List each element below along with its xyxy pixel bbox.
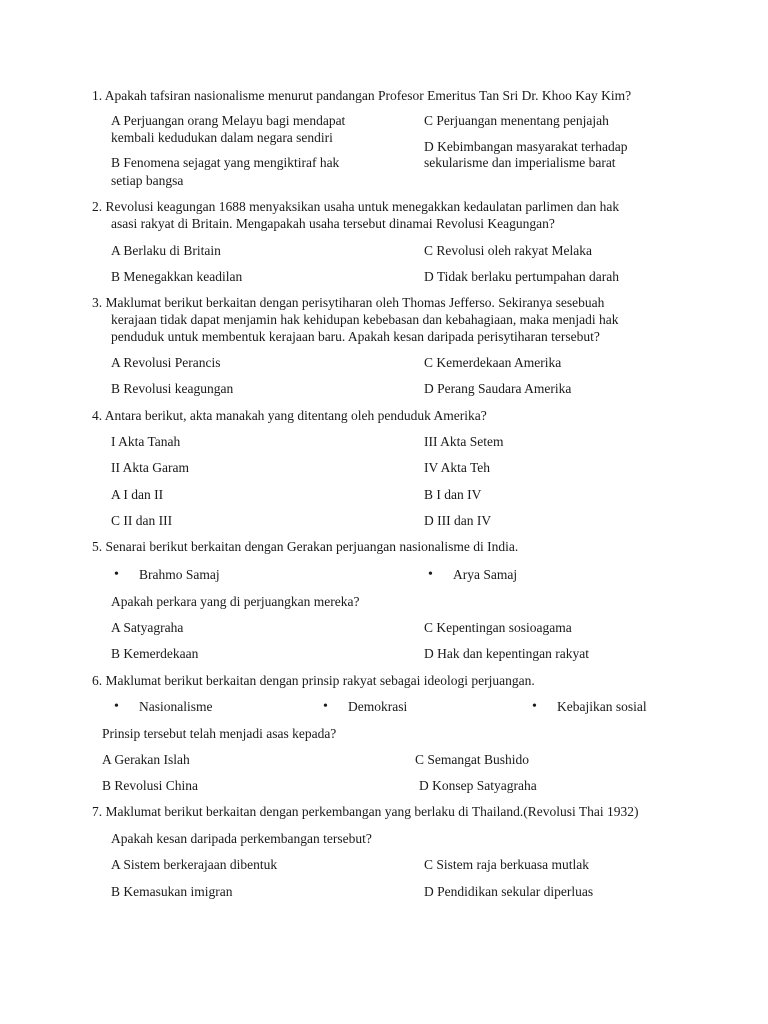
q2-stem-line1: 2. Revolusi keagungan 1688 menyaksikan usaha untuk menegakkan kedaulatan parlimen dan hak xyxy=(92,199,620,214)
q1-option-d-line2: sekularisme dan imperialisme barat xyxy=(424,155,616,170)
q3-stem-line3: penduduk untuk membentuk kerajaan baru. Apakah kesan daripada perisytiharan tersebut? xyxy=(111,329,600,344)
q5-option-c: C Kepentingan sosioagama xyxy=(424,620,572,635)
q4-option-c: C II dan III xyxy=(111,513,173,528)
q6-option-b: B Revolusi China xyxy=(102,778,199,793)
q7-option-d: D Pendidikan sekular diperluas xyxy=(424,884,594,899)
q2-option-a: A Berlaku di Britain xyxy=(111,243,221,258)
q7-option-b: B Kemasukan imigran xyxy=(111,884,233,899)
q6-option-c: C Semangat Bushido xyxy=(415,752,529,767)
q6-bullet-kebajikan-sosial: • Kebajikan sosial xyxy=(557,699,647,715)
q6-question: Prinsip tersebut telah menjadi asas kepada? xyxy=(102,726,337,741)
q7-question: Apakah kesan daripada perkembangan tersebut? xyxy=(111,831,372,846)
q7-option-c: C Sistem raja berkuasa mutlak xyxy=(424,857,589,872)
q4-option-b: B I dan IV xyxy=(424,487,482,502)
q2-option-b: B Menegakkan keadilan xyxy=(111,269,243,284)
q3-stem-line1: 3. Maklumat berikut berkaitan dengan perisytiharan oleh Thomas Jefferso. Sekiranya sesebuah xyxy=(92,295,605,310)
q1-option-b-line2: setiap bangsa xyxy=(111,173,184,188)
q2-option-d: D Tidak berlaku pertumpahan darah xyxy=(424,269,619,284)
q3-stem-line2: kerajaan tidak dapat menjamin hak kehidupan kebebasan dan kebahagiaan, maka menjadi hak xyxy=(111,312,619,327)
q5-bullet-arya-samaj: • Arya Samaj xyxy=(453,567,517,583)
q3-option-a: A Revolusi Perancis xyxy=(111,355,221,370)
q4-item-iv: IV Akta Teh xyxy=(424,460,491,475)
q1-option-c: C Perjuangan menentang penjajah xyxy=(424,113,609,128)
q5-option-a: A Satyagraha xyxy=(111,620,184,635)
q1-stem: 1. Apakah tafsiran nasionalisme menurut pandangan Profesor Emeritus Tan Sri Dr. Khoo Kay Kim? xyxy=(92,88,632,103)
q5-question: Apakah perkara yang di perjuangkan mereka? xyxy=(111,594,360,609)
q5-option-d: D Hak dan kepentingan rakyat xyxy=(424,646,589,661)
q4-item-ii: II Akta Garam xyxy=(111,460,189,475)
q1-option-d-line1: D Kebimbangan masyarakat terhadap xyxy=(424,139,628,154)
q3-option-b: B Revolusi keagungan xyxy=(111,381,234,396)
q1-option-a-line1: A Perjuangan orang Melayu bagi mendapat xyxy=(111,113,346,128)
q3-option-c: C Kemerdekaan Amerika xyxy=(424,355,562,370)
q6-option-d: D Konsep Satyagraha xyxy=(419,778,537,793)
q5-stem: 5. Senarai berikut berkaitan dengan Gerakan perjuangan nasionalisme di India. xyxy=(92,539,519,554)
q4-option-d: D III dan IV xyxy=(424,513,492,528)
q3-option-d: D Perang Saudara Amerika xyxy=(424,381,572,396)
q7-option-a: A Sistem berkerajaan dibentuk xyxy=(111,857,278,872)
q4-item-iii: III Akta Setem xyxy=(424,434,504,449)
q6-stem: 6. Maklumat berikut berkaitan dengan prinsip rakyat sebagai ideologi perjuangan. xyxy=(92,673,535,688)
q4-stem: 4. Antara berikut, akta manakah yang ditentang oleh penduduk Amerika? xyxy=(92,408,487,423)
q6-bullet-demokrasi: • Demokrasi xyxy=(348,699,407,715)
q1-option-a-line2: kembali kedudukan dalam negara sendiri xyxy=(111,130,333,145)
q5-option-b: B Kemerdekaan xyxy=(111,646,199,661)
q4-option-a: A I dan II xyxy=(111,487,164,502)
q2-option-c: C Revolusi oleh rakyat Melaka xyxy=(424,243,592,258)
q2-stem-line2: asasi rakyat di Britain. Mengapakah usaha tersebut dinamai Revolusi Keagungan? xyxy=(111,216,555,231)
q1-option-b-line1: B Fenomena sejagat yang mengiktiraf hak xyxy=(111,155,340,170)
q6-option-a: A Gerakan Islah xyxy=(102,752,190,767)
q4-item-i: I Akta Tanah xyxy=(111,434,181,449)
q7-stem: 7. Maklumat berikut berkaitan dengan perkembangan yang berlaku di Thailand.(Revolusi Thai 1932) xyxy=(92,804,639,819)
q5-bullet-brahmo-samaj: • Brahmo Samaj xyxy=(139,567,220,583)
q6-bullet-nasionalisme: • Nasionalisme xyxy=(139,699,213,715)
